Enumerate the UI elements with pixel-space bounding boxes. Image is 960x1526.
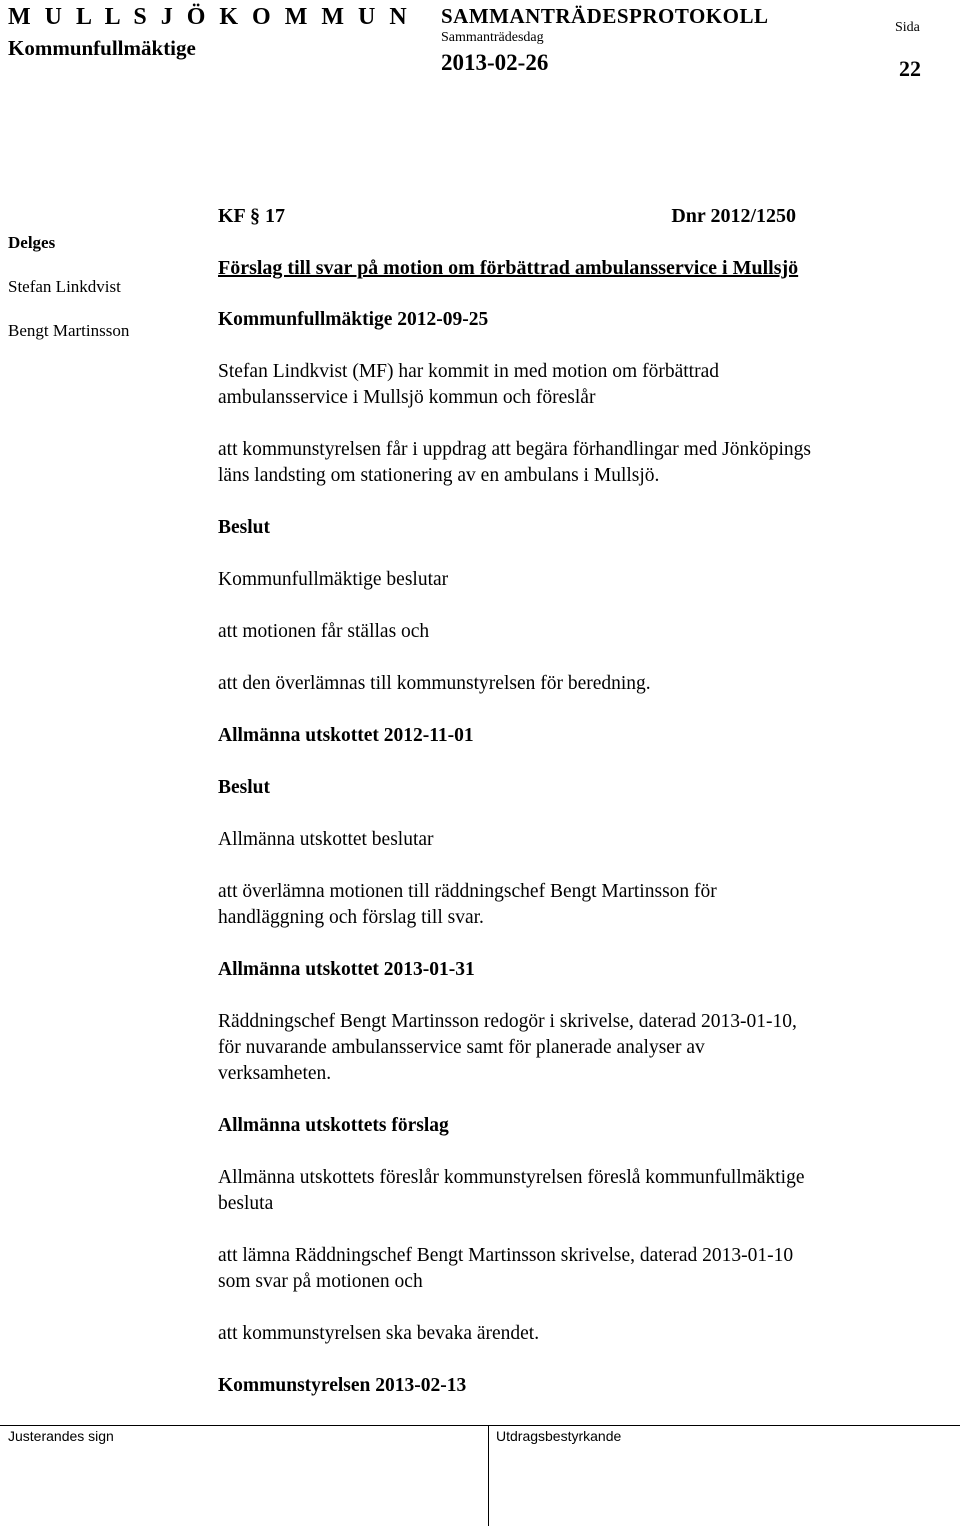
section-heading-ks: Kommunstyrelsen 2013-02-13 (218, 1375, 467, 1396)
delges-recipient: Stefan Linkdvist (8, 277, 121, 296)
footer-divider (0, 1425, 960, 1426)
paragraph: besluta (218, 1193, 274, 1214)
utdragsbestyrkande-label: Utdragsbestyrkande (496, 1428, 622, 1444)
paragraph: Allmänna utskottets föreslår kommunstyrelsen föreslå kommunfullmäktige (218, 1167, 805, 1188)
case-dnr: Dnr 2012/1250 (671, 205, 796, 227)
section-heading-kf: Kommunfullmäktige 2012-09-25 (218, 309, 489, 330)
case-header (218, 203, 796, 229)
section-heading-au2: Allmänna utskottet 2013-01-31 (218, 959, 475, 980)
footer-column-divider (488, 1425, 489, 1526)
signature-footer (0, 1425, 960, 1526)
paragraph: som svar på motionen och (218, 1271, 423, 1292)
paragraph: Allmänna utskottet beslutar (218, 829, 434, 850)
delges-recipient: Bengt Martinsson (8, 321, 130, 340)
case-title: Förslag till svar på motion om förbättrad ambulansservice i Mullsjö (218, 257, 799, 279)
paragraph: för nuvarande ambulansservice samt för planerade analyser av (218, 1037, 705, 1058)
section-heading-beslut: Beslut (218, 517, 271, 538)
paragraph: ambulansservice i Mullsjö kommun och föreslår (218, 387, 596, 408)
paragraph: att kommunstyrelsen ska bevaka ärendet. (218, 1323, 540, 1344)
page-number: 22 (899, 56, 921, 81)
paragraph: att motionen får ställas och (218, 621, 430, 642)
section-heading-beslut: Beslut (218, 777, 271, 798)
paragraph: handläggning och förslag till svar. (218, 907, 484, 928)
paragraph: att lämna Räddningschef Bengt Martinsson skrivelse, daterad 2013-01-10 (218, 1245, 794, 1266)
section-heading-au1: Allmänna utskottet 2012-11-01 (218, 725, 474, 746)
case-number: KF § 17 (218, 205, 286, 227)
paragraph: att kommunstyrelsen får i uppdrag att begära förhandlingar med Jönköpings (218, 439, 811, 460)
paragraph: Stefan Lindkvist (MF) har kommit in med motion om förbättrad (218, 361, 719, 382)
main-content (218, 203, 918, 1399)
paragraph: Räddningschef Bengt Martinsson redogör i skrivelse, daterad 2013-01-10, (218, 1011, 797, 1032)
paragraph: att överlämna motionen till räddningschef Bengt Martinsson för (218, 881, 717, 902)
section-heading-forslag: Allmänna utskottets förslag (218, 1115, 449, 1136)
page-label: Sida (895, 20, 920, 35)
paragraph: Kommunfullmäktige beslutar (218, 569, 449, 590)
delges-heading: Delges (8, 233, 56, 252)
meeting-date-label: Sammanträdesdag (441, 30, 544, 45)
justerandes-sign-label: Justerandes sign (8, 1428, 114, 1444)
document-type: SAMMANTRÄDESPROTOKOLL (441, 4, 769, 28)
paragraph: läns landsting om stationering av en ambulans i Mullsjö. (218, 465, 660, 486)
paragraph: att den överlämnas till kommunstyrelsen för beredning. (218, 673, 651, 694)
meeting-date: 2013-02-26 (441, 50, 549, 75)
paragraph: verksamheten. (218, 1063, 332, 1084)
body-name: Kommunfullmäktige (8, 36, 196, 60)
municipality-name: M U L L S J Ö K O M M U N (8, 4, 411, 30)
